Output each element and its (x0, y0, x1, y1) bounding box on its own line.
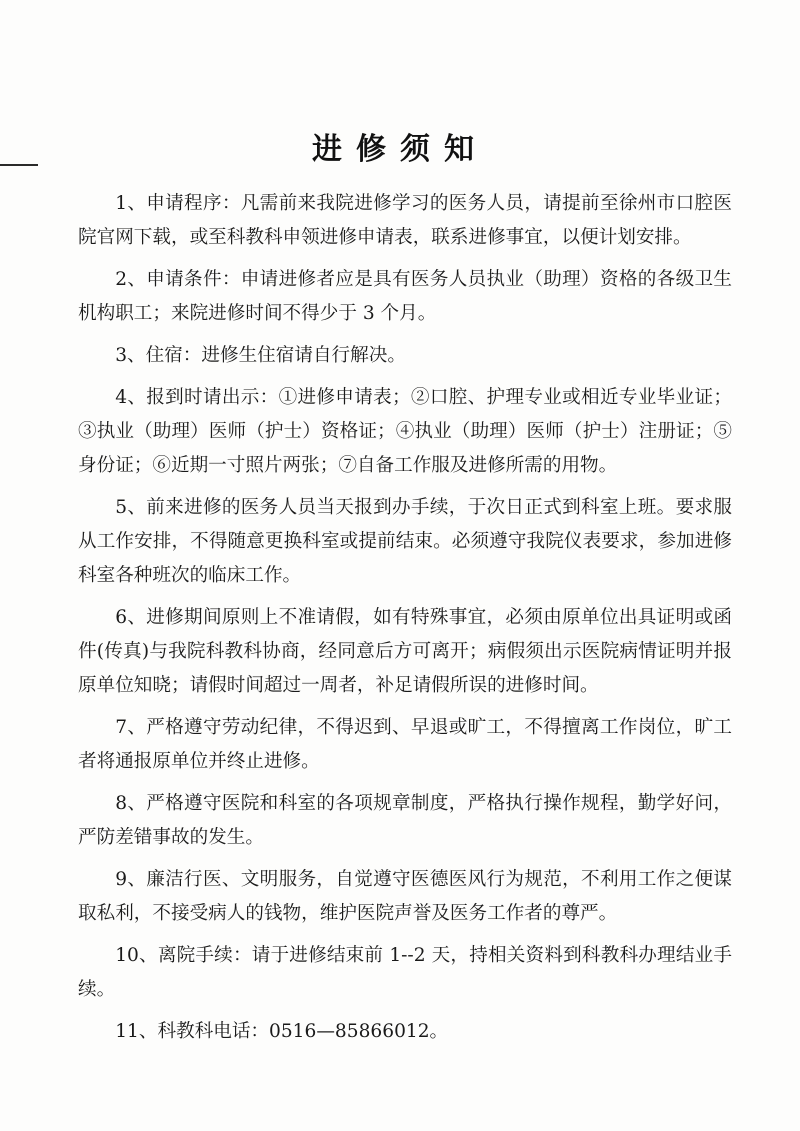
page-title: 进修须知 (312, 132, 488, 168)
item-medical-ethics: 9、廉洁行医、文明服务，自觉遵守医德医风行为规范，不利用工作之便谋取私利，不接受病人的钱物，维护医院声誉及医务工作者的尊严。 (78, 869, 732, 924)
item-application-requirements: 2、申请条件：申请进修者应是具有医务人员执业（助理）资格的各级卫生机构职工；来院进修时间不得少于 3 个月。 (78, 269, 732, 324)
item-leave-policy: 6、进修期间原则上不准请假，如有特殊事宜，必须由原单位出具证明或函件(传真)与我院科教科协商，经同意后方可离开；病假须出示医院病情证明并报原单位知晓；请假时间超过一周者，补足请假所误的进修时间。 (78, 607, 732, 696)
item-labor-discipline: 7、严格遵守劳动纪律，不得迟到、早退或旷工，不得擅离工作岗位，旷工者将通报原单位并终止进修。 (78, 717, 732, 772)
item-reporting: 5、前来进修的医务人员当天报到办手续，于次日正式到科室上班。要求服从工作安排，不得随意更换科室或提前结束。必须遵守我院仪表要求，参加进修科室各种班次的临床工作。 (78, 497, 732, 586)
item-rules-compliance: 8、严格遵守医院和科室的各项规章制度，严格执行操作规程，勤学好问，严防差错事故的发生。 (78, 793, 732, 848)
item-required-documents: 4、报到时请出示：①进修申请表；②口腔、护理专业或相近专业毕业证；③执业（助理）医师（护士）资格证；④执业（助理）医师（护士）注册证；⑤身份证；⑥近期一寸照片两张；⑦自备工作服及进修所需的用物。 (78, 387, 732, 476)
item-application-procedure: 1、申请程序：凡需前来我院进修学习的医务人员，请提前至徐州市口腔医院官网下载，或至科教科申领进修申请表，联系进修事宜，以便计划安排。 (78, 193, 732, 248)
item-departure-procedure: 10、离院手续：请于进修结束前 1--2 天，持相关资料到科教科办理结业手续。 (78, 945, 732, 1000)
item-contact-phone: 11、科教科电话：0516—85866012。 (115, 1021, 449, 1042)
document-body (78, 187, 732, 1057)
item-accommodation: 3、住宿：进修生住宿请自行解决。 (115, 345, 406, 366)
